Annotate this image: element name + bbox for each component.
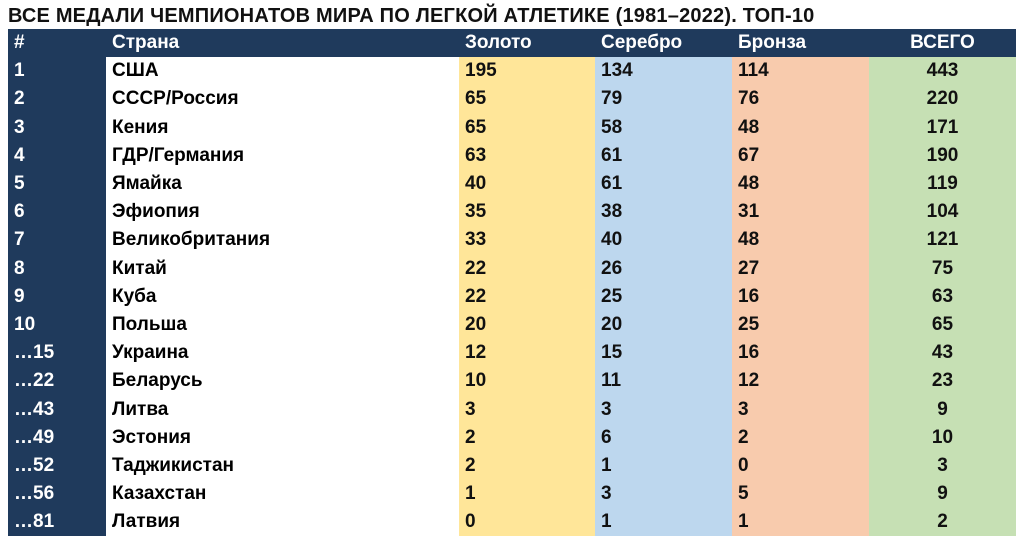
table-body (8, 57, 1016, 536)
bronze-cell: 48 (732, 226, 869, 254)
header-gold: Золото (459, 29, 595, 57)
medals-table (8, 29, 1016, 536)
gold-cell: 65 (459, 85, 595, 113)
total-cell: 220 (869, 85, 1016, 113)
total-cell: 75 (869, 255, 1016, 283)
rank-cell: …22 (8, 367, 106, 395)
bronze-cell: 31 (732, 198, 869, 226)
silver-cell: 79 (595, 85, 732, 113)
total-cell: 119 (869, 170, 1016, 198)
total-cell: 43 (869, 339, 1016, 367)
gold-cell: 22 (459, 283, 595, 311)
silver-cell: 38 (595, 198, 732, 226)
bronze-cell: 25 (732, 311, 869, 339)
bronze-cell: 1 (732, 508, 869, 536)
table-row (8, 480, 1016, 508)
silver-cell: 20 (595, 311, 732, 339)
table-row (8, 283, 1016, 311)
silver-cell: 15 (595, 339, 732, 367)
header-country: Страна (106, 29, 459, 57)
silver-cell: 3 (595, 395, 732, 423)
rank-cell: …43 (8, 395, 106, 423)
country-cell: Таджикистан (106, 452, 459, 480)
gold-cell: 12 (459, 339, 595, 367)
bronze-cell: 67 (732, 142, 869, 170)
bronze-cell: 5 (732, 480, 869, 508)
silver-cell: 1 (595, 508, 732, 536)
header-silver: Серебро (595, 29, 732, 57)
gold-cell: 35 (459, 198, 595, 226)
country-cell: Латвия (106, 508, 459, 536)
silver-cell: 6 (595, 424, 732, 452)
total-cell: 23 (869, 367, 1016, 395)
bronze-cell: 16 (732, 339, 869, 367)
header-bronze: Бронза (732, 29, 869, 57)
table-row (8, 424, 1016, 452)
rank-cell: 2 (8, 85, 106, 113)
bronze-cell: 0 (732, 452, 869, 480)
gold-cell: 22 (459, 255, 595, 283)
silver-cell: 11 (595, 367, 732, 395)
total-cell: 121 (869, 226, 1016, 254)
bronze-cell: 27 (732, 255, 869, 283)
table-row (8, 114, 1016, 142)
bronze-cell: 12 (732, 367, 869, 395)
gold-cell: 3 (459, 395, 595, 423)
silver-cell: 61 (595, 170, 732, 198)
bronze-cell: 3 (732, 395, 869, 423)
total-cell: 10 (869, 424, 1016, 452)
table-title: ВСЕ МЕДАЛИ ЧЕМПИОНАТОВ МИРА ПО ЛЕГКОЙ АТЛЕТИКЕ (1981–2022). ТОП-10 (8, 5, 815, 27)
country-cell: Куба (106, 283, 459, 311)
silver-cell: 58 (595, 114, 732, 142)
table-row (8, 255, 1016, 283)
country-cell: Казахстан (106, 480, 459, 508)
gold-cell: 65 (459, 114, 595, 142)
gold-cell: 40 (459, 170, 595, 198)
silver-cell: 61 (595, 142, 732, 170)
rank-cell: …81 (8, 508, 106, 536)
country-cell: Великобритания (106, 226, 459, 254)
rank-cell: 1 (8, 57, 106, 85)
total-cell: 443 (869, 57, 1016, 85)
country-cell: СССР/Россия (106, 85, 459, 113)
table-row (8, 170, 1016, 198)
total-cell: 104 (869, 198, 1016, 226)
rank-cell: 4 (8, 142, 106, 170)
silver-cell: 26 (595, 255, 732, 283)
table-row (8, 198, 1016, 226)
rank-cell: 6 (8, 198, 106, 226)
country-cell: Эфиопия (106, 198, 459, 226)
table-row (8, 85, 1016, 113)
table-row (8, 367, 1016, 395)
country-cell: ГДР/Германия (106, 142, 459, 170)
bronze-cell: 76 (732, 85, 869, 113)
total-cell: 9 (869, 480, 1016, 508)
silver-cell: 40 (595, 226, 732, 254)
silver-cell: 3 (595, 480, 732, 508)
country-cell: Беларусь (106, 367, 459, 395)
header-row (8, 29, 1016, 57)
total-cell: 63 (869, 283, 1016, 311)
header-rank: # (8, 29, 106, 57)
total-cell: 65 (869, 311, 1016, 339)
bronze-cell: 16 (732, 283, 869, 311)
table-row (8, 452, 1016, 480)
table-row (8, 395, 1016, 423)
country-cell: Украина (106, 339, 459, 367)
table-row (8, 57, 1016, 85)
table-row (8, 226, 1016, 254)
total-cell: 190 (869, 142, 1016, 170)
bronze-cell: 48 (732, 170, 869, 198)
total-cell: 9 (869, 395, 1016, 423)
rank-cell: 3 (8, 114, 106, 142)
gold-cell: 1 (459, 480, 595, 508)
country-cell: Польша (106, 311, 459, 339)
table-row (8, 339, 1016, 367)
country-cell: Кения (106, 114, 459, 142)
table-row (8, 508, 1016, 536)
bronze-cell: 2 (732, 424, 869, 452)
silver-cell: 134 (595, 57, 732, 85)
rank-cell: 10 (8, 311, 106, 339)
country-cell: Эстония (106, 424, 459, 452)
gold-cell: 33 (459, 226, 595, 254)
rank-cell: 8 (8, 255, 106, 283)
rank-cell: …52 (8, 452, 106, 480)
total-cell: 3 (869, 452, 1016, 480)
gold-cell: 195 (459, 57, 595, 85)
rank-cell: 5 (8, 170, 106, 198)
country-cell: Ямайка (106, 170, 459, 198)
gold-cell: 0 (459, 508, 595, 536)
rank-cell: 7 (8, 226, 106, 254)
header-total: ВСЕГО (869, 29, 1016, 57)
gold-cell: 20 (459, 311, 595, 339)
bronze-cell: 48 (732, 114, 869, 142)
country-cell: США (106, 57, 459, 85)
table-row (8, 142, 1016, 170)
silver-cell: 25 (595, 283, 732, 311)
gold-cell: 10 (459, 367, 595, 395)
table-row (8, 311, 1016, 339)
gold-cell: 63 (459, 142, 595, 170)
gold-cell: 2 (459, 424, 595, 452)
rank-cell: 9 (8, 283, 106, 311)
rank-cell: …56 (8, 480, 106, 508)
total-cell: 171 (869, 114, 1016, 142)
rank-cell: …49 (8, 424, 106, 452)
gold-cell: 2 (459, 452, 595, 480)
bronze-cell: 114 (732, 57, 869, 85)
country-cell: Литва (106, 395, 459, 423)
rank-cell: …15 (8, 339, 106, 367)
total-cell: 2 (869, 508, 1016, 536)
silver-cell: 1 (595, 452, 732, 480)
country-cell: Китай (106, 255, 459, 283)
